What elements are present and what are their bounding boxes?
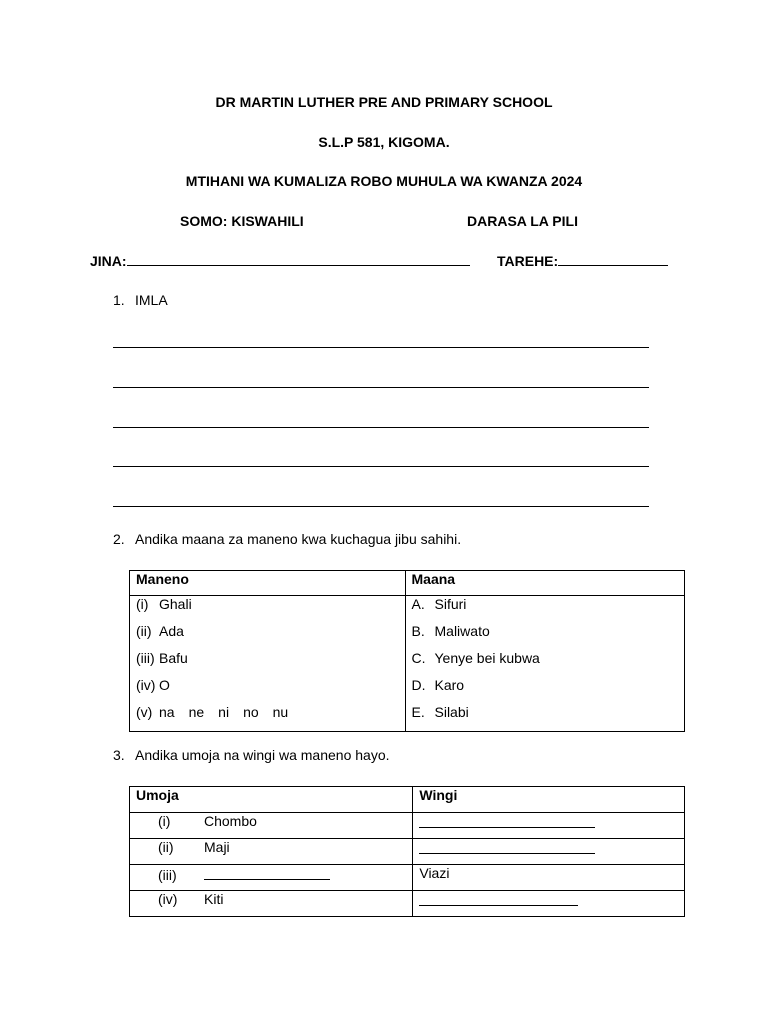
option-meaning: Yenye bei kubwa bbox=[434, 650, 540, 666]
singular-plural-table bbox=[129, 786, 685, 917]
school-name: DR MARTIN LUTHER PRE AND PRIMARY SCHOOL bbox=[215, 94, 553, 110]
option-letter: A. bbox=[411, 596, 425, 612]
item-number: (iv) bbox=[136, 677, 156, 693]
syllable: ni bbox=[218, 704, 230, 720]
q3-number: 3. bbox=[113, 747, 125, 763]
writing-line[interactable] bbox=[113, 466, 649, 467]
item-number: (v) bbox=[136, 704, 153, 720]
singular-word: Maji bbox=[204, 839, 230, 855]
col-header-meanings: Maana bbox=[405, 571, 685, 596]
date-label: TAREHE: bbox=[497, 253, 559, 269]
name-label: JINA: bbox=[90, 253, 127, 269]
table-header-row bbox=[130, 787, 685, 813]
plural-blank[interactable] bbox=[419, 891, 578, 906]
item-number: (ii) bbox=[158, 839, 174, 855]
singular-word: Chombo bbox=[204, 813, 257, 829]
option-letter: C. bbox=[411, 650, 426, 666]
item-word: O bbox=[159, 677, 170, 693]
table-row bbox=[130, 650, 685, 677]
q2-title: Andika maana za maneno kwa kuchagua jibu sahihi. bbox=[135, 531, 462, 547]
option-meaning: Karo bbox=[434, 677, 465, 693]
item-word: Bafu bbox=[159, 650, 188, 666]
subject-label: SOMO: KISWAHILI bbox=[180, 213, 304, 229]
syllable: na bbox=[159, 704, 175, 720]
item-number: (ii) bbox=[136, 623, 152, 639]
col-header-plural: Wingi bbox=[413, 787, 685, 813]
col-header-singular: Umoja bbox=[130, 787, 413, 813]
table-header-row bbox=[130, 571, 685, 596]
date-field[interactable] bbox=[497, 253, 668, 269]
syllable: ne bbox=[188, 704, 205, 720]
plural-blank[interactable] bbox=[419, 813, 595, 828]
plural-word: Viazi bbox=[419, 865, 450, 881]
table-row bbox=[130, 704, 685, 732]
name-field[interactable] bbox=[90, 253, 470, 269]
table-row bbox=[130, 813, 685, 839]
item-number: (iv) bbox=[158, 891, 178, 907]
col-header-words: Maneno bbox=[130, 571, 406, 596]
q2-number: 2. bbox=[113, 531, 125, 547]
item-word: Ghali bbox=[159, 596, 192, 612]
table-row bbox=[130, 596, 685, 624]
matching-table bbox=[129, 570, 685, 732]
writing-line[interactable] bbox=[113, 506, 649, 507]
writing-line[interactable] bbox=[113, 387, 649, 388]
class-label: DARASA LA PILI bbox=[467, 213, 578, 229]
writing-line[interactable] bbox=[113, 427, 649, 428]
exam-title: MTIHANI WA KUMALIZA ROBO MUHULA WA KWANZA 2024 bbox=[185, 173, 583, 189]
item-number: (i) bbox=[158, 813, 171, 829]
singular-word: Kiti bbox=[204, 891, 224, 907]
syllable: no bbox=[243, 704, 259, 720]
singular-blank[interactable] bbox=[204, 865, 330, 880]
item-number: (iii) bbox=[136, 650, 155, 666]
date-blank[interactable] bbox=[558, 253, 668, 266]
school-address: S.L.P 581, KIGOMA. bbox=[318, 134, 450, 150]
option-letter: D. bbox=[411, 677, 426, 693]
table-row bbox=[130, 891, 685, 917]
item-number: (iii) bbox=[158, 867, 177, 883]
option-letter: E. bbox=[411, 704, 425, 720]
item-number: (i) bbox=[136, 596, 149, 612]
option-letter: B. bbox=[411, 623, 425, 639]
table-row bbox=[130, 623, 685, 650]
q1-number: 1. bbox=[113, 292, 125, 308]
name-blank[interactable] bbox=[127, 253, 470, 266]
syllable: nu bbox=[272, 704, 289, 720]
table-row bbox=[130, 839, 685, 865]
table-row bbox=[130, 865, 685, 891]
option-meaning: Silabi bbox=[434, 704, 469, 720]
plural-blank[interactable] bbox=[419, 839, 595, 854]
writing-line[interactable] bbox=[113, 347, 649, 348]
item-word: Ada bbox=[159, 623, 184, 639]
q1-title: IMLA bbox=[135, 292, 168, 308]
option-meaning: Sifuri bbox=[434, 596, 467, 612]
option-meaning: Maliwato bbox=[434, 623, 490, 639]
table-row bbox=[130, 677, 685, 704]
q3-title: Andika umoja na wingi wa maneno hayo. bbox=[135, 747, 390, 763]
